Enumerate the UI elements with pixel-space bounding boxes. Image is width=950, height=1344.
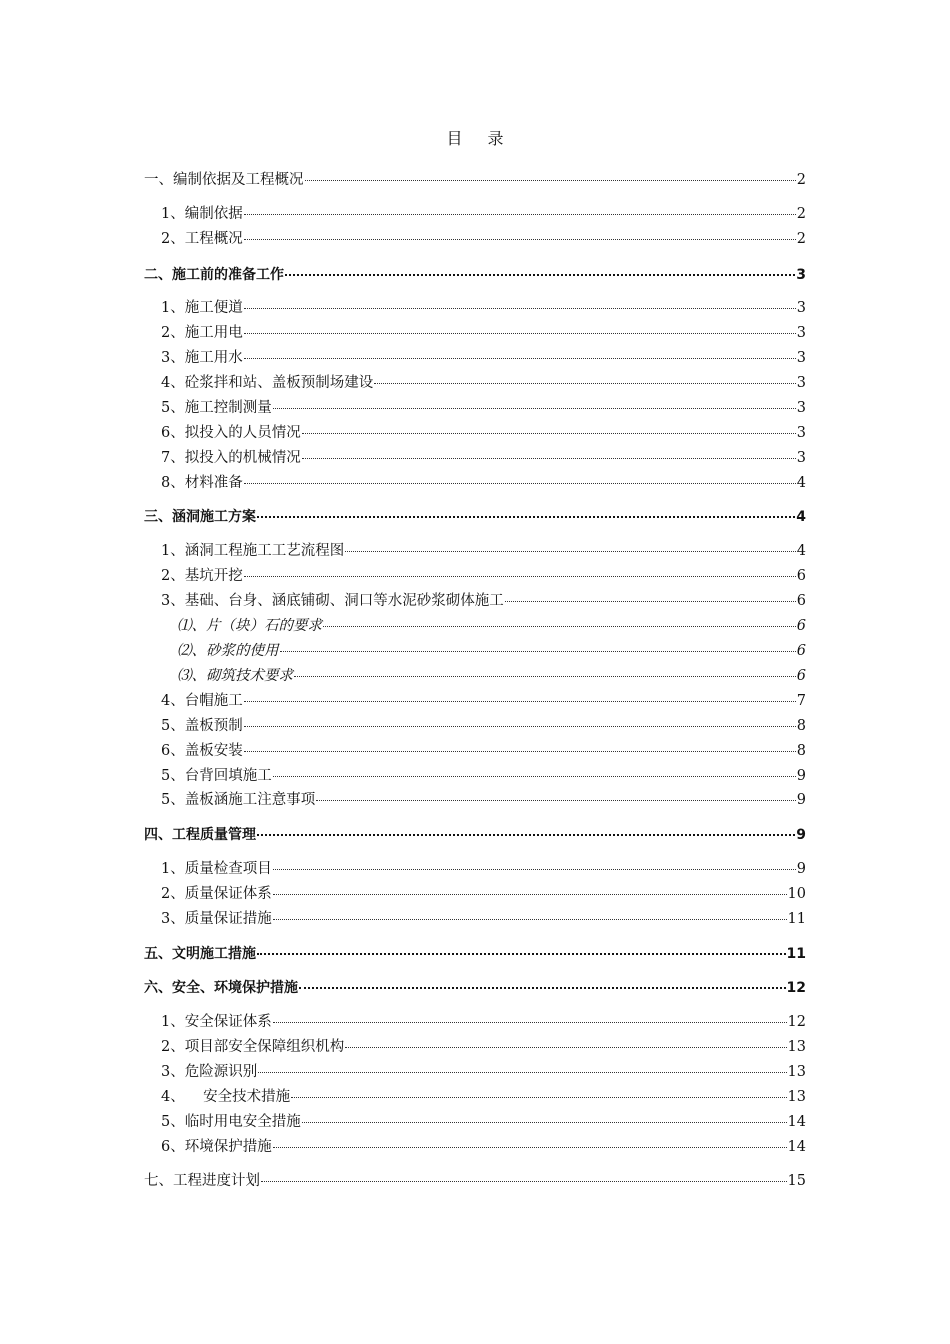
toc-section-1[interactable]	[0, 169, 950, 191]
toc-entry[interactable]	[0, 590, 950, 612]
dot-leader	[244, 308, 796, 309]
toc-section-4[interactable]	[0, 824, 950, 846]
toc-entry[interactable]	[0, 883, 950, 905]
toc-page-number: 9	[796, 827, 806, 843]
toc-page-number: 13	[787, 1089, 806, 1105]
toc-subentry[interactable]	[0, 665, 950, 687]
toc-entry-text: ⑴、片（块）石的要求	[177, 618, 322, 634]
toc-page-number: 9	[796, 792, 806, 808]
toc-entry[interactable]	[0, 447, 950, 469]
dot-leader	[299, 987, 786, 989]
dot-leader	[273, 1022, 787, 1023]
toc-page-number: 3	[796, 450, 806, 466]
toc-entry-text: 6、环境保护措施	[161, 1139, 272, 1155]
toc-page-number: 12	[786, 980, 806, 996]
toc-entry[interactable]	[0, 397, 950, 419]
toc-entry[interactable]	[0, 372, 950, 394]
toc-entry-text: 4、台帽施工	[161, 693, 243, 709]
dot-leader	[273, 1147, 787, 1148]
dot-leader	[273, 869, 796, 870]
toc-entry[interactable]	[0, 1036, 950, 1058]
toc-entry[interactable]	[0, 322, 950, 344]
dot-leader	[244, 726, 796, 727]
toc-entry[interactable]	[0, 715, 950, 737]
toc-section-7[interactable]	[0, 1170, 950, 1192]
toc-entry-text: 4、 安全技术措施	[161, 1089, 291, 1105]
toc-entry-text: 1、施工便道	[161, 300, 243, 316]
toc-page-number: 2	[796, 206, 806, 222]
toc-subentry[interactable]	[0, 615, 950, 637]
dot-leader	[273, 776, 796, 777]
toc-entry-text: 3、施工用水	[161, 350, 243, 366]
dot-leader	[285, 274, 795, 276]
toc-entry[interactable]	[0, 472, 950, 494]
toc-page-number: 7	[796, 693, 806, 709]
toc-entry-text: 7、拟投入的机械情况	[161, 450, 301, 466]
toc-entry-text: 3、质量保证措施	[161, 911, 272, 927]
dot-leader	[273, 408, 796, 409]
toc-page-number: 9	[796, 768, 806, 784]
toc-page-number: 8	[796, 743, 806, 759]
toc-page-number: 4	[796, 543, 806, 559]
toc-page-number: 14	[787, 1114, 806, 1130]
dot-leader	[294, 676, 796, 677]
dot-leader	[244, 576, 796, 577]
toc-page-number: 9	[796, 861, 806, 877]
toc-entry-text: 七、工程进度计划	[144, 1173, 260, 1189]
toc-entry-text: 三、涵洞施工方案	[144, 509, 256, 525]
toc-page-number: 15	[787, 1173, 806, 1189]
dot-leader	[257, 834, 795, 836]
toc-entry-text: 2、项目部安全保障组织机构	[161, 1039, 345, 1055]
toc-page-number: 3	[796, 400, 806, 416]
dot-leader	[345, 1047, 786, 1048]
toc-page-number: 3	[796, 325, 806, 341]
toc-entry[interactable]	[0, 228, 950, 250]
toc-entry[interactable]	[0, 297, 950, 319]
dot-leader	[244, 214, 796, 215]
dot-leader	[244, 701, 796, 702]
toc-entry[interactable]	[0, 789, 950, 811]
toc-entry[interactable]	[0, 347, 950, 369]
toc-page-number: 6	[796, 618, 806, 634]
toc-entry[interactable]	[0, 422, 950, 444]
dot-leader	[244, 239, 796, 240]
toc-entry-text: 8、材料准备	[161, 475, 243, 491]
toc-entry[interactable]	[0, 740, 950, 762]
toc-page-number: 2	[796, 231, 806, 247]
toc-page-number: 11	[787, 911, 806, 927]
toc-entry-text: 六、安全、环境保护措施	[144, 980, 298, 996]
toc-section-2[interactable]	[0, 264, 950, 286]
dot-leader	[244, 333, 796, 334]
toc-page-number: 4	[796, 509, 806, 525]
dot-leader	[302, 458, 796, 459]
toc-page-number: 3	[796, 425, 806, 441]
dot-leader	[244, 483, 796, 484]
toc-title: 目 录	[446, 129, 514, 148]
toc-page-number: 6	[796, 593, 806, 609]
dot-leader	[374, 383, 796, 384]
toc-subentry[interactable]	[0, 640, 950, 662]
toc-entry-text: 2、质量保证体系	[161, 886, 272, 902]
toc-entry-text: ⑶、砌筑技术要求	[177, 668, 293, 684]
toc-entry-text: 四、工程质量管理	[144, 827, 256, 843]
toc-page-number: 14	[787, 1139, 806, 1155]
toc-page-number: 13	[787, 1064, 806, 1080]
toc-entry-text: 6、拟投入的人员情况	[161, 425, 301, 441]
dot-leader	[273, 894, 787, 895]
toc-entry-text: 3、危险源识别	[161, 1064, 258, 1080]
dot-leader	[305, 180, 796, 181]
toc-page-number: 3	[796, 375, 806, 391]
toc-entry[interactable]	[0, 908, 950, 930]
dot-leader	[257, 516, 795, 518]
toc-entry-text: 3、基础、台身、涵底铺砌、洞口等水泥砂浆砌体施工	[161, 593, 504, 609]
toc-entry[interactable]	[0, 858, 950, 880]
toc-entry-text: 1、安全保证体系	[161, 1014, 272, 1030]
toc-section-3[interactable]	[0, 506, 950, 528]
dot-leader	[258, 1072, 786, 1073]
toc-page-number: 12	[787, 1014, 806, 1030]
dot-leader	[323, 626, 796, 627]
dot-leader	[505, 601, 796, 602]
dot-leader	[244, 358, 796, 359]
dot-leader	[316, 800, 796, 801]
toc-entry[interactable]	[0, 1061, 950, 1083]
toc-entry[interactable]	[0, 690, 950, 712]
toc-entry-text: 5、台背回填施工	[161, 768, 272, 784]
toc-page-number: 3	[796, 350, 806, 366]
dot-leader	[257, 953, 786, 955]
toc-page-number: 13	[787, 1039, 806, 1055]
toc-entry-text: 五、文明施工措施	[144, 946, 256, 962]
toc-section-6[interactable]	[0, 977, 950, 999]
toc-entry-text: 二、施工前的准备工作	[144, 267, 284, 283]
toc-entry-text: 1、涵洞工程施工工艺流程图	[161, 543, 345, 559]
dot-leader	[345, 551, 796, 552]
toc-entry-text: 2、施工用电	[161, 325, 243, 341]
toc-entry[interactable]	[0, 1136, 950, 1158]
toc-entry-text: ⑵、砂浆的使用	[177, 643, 279, 659]
toc-entry[interactable]	[0, 565, 950, 587]
toc-entry-text: 5、施工控制测量	[161, 400, 272, 416]
toc-entry[interactable]	[0, 540, 950, 562]
toc-page-number: 3	[796, 267, 806, 283]
toc-entry[interactable]	[0, 1011, 950, 1033]
toc-page-number: 2	[796, 172, 806, 188]
toc-page-number: 6	[796, 668, 806, 684]
toc-page-number: 3	[796, 300, 806, 316]
toc-entry-text: 1、质量检查项目	[161, 861, 272, 877]
toc-entry-text: 5、临时用电安全措施	[161, 1114, 301, 1130]
dot-leader	[273, 919, 787, 920]
dot-leader	[261, 1181, 787, 1182]
toc-page-number: 8	[796, 718, 806, 734]
toc-entry[interactable]	[0, 1111, 950, 1133]
toc-section-5[interactable]	[0, 943, 950, 965]
dot-leader	[244, 751, 796, 752]
toc-page-number: 4	[796, 475, 806, 491]
toc-page-number: 11	[786, 946, 806, 962]
dot-leader	[280, 651, 796, 652]
toc-entry-text: 4、砼浆拌和站、盖板预制场建设	[161, 375, 374, 391]
toc-page-number: 6	[796, 643, 806, 659]
dot-leader	[291, 1097, 786, 1098]
toc-entry-text: 一、编制依据及工程概况	[144, 172, 304, 188]
toc-entry-text: 1、编制依据	[161, 206, 243, 222]
toc-page-number: 6	[796, 568, 806, 584]
toc-entry-text: 5、盖板涵施工注意事项	[161, 792, 316, 808]
toc-entry-text: 2、基坑开挖	[161, 568, 243, 584]
toc-entry-text: 6、盖板安装	[161, 743, 243, 759]
toc-entry-text: 2、工程概况	[161, 231, 243, 247]
toc-entry[interactable]	[0, 1086, 950, 1108]
toc-page-number: 10	[787, 886, 806, 902]
toc-entry-text: 5、盖板预制	[161, 718, 243, 734]
dot-leader	[302, 433, 796, 434]
toc-entry[interactable]	[0, 765, 950, 787]
toc-entry[interactable]	[0, 203, 950, 225]
dot-leader	[302, 1122, 787, 1123]
